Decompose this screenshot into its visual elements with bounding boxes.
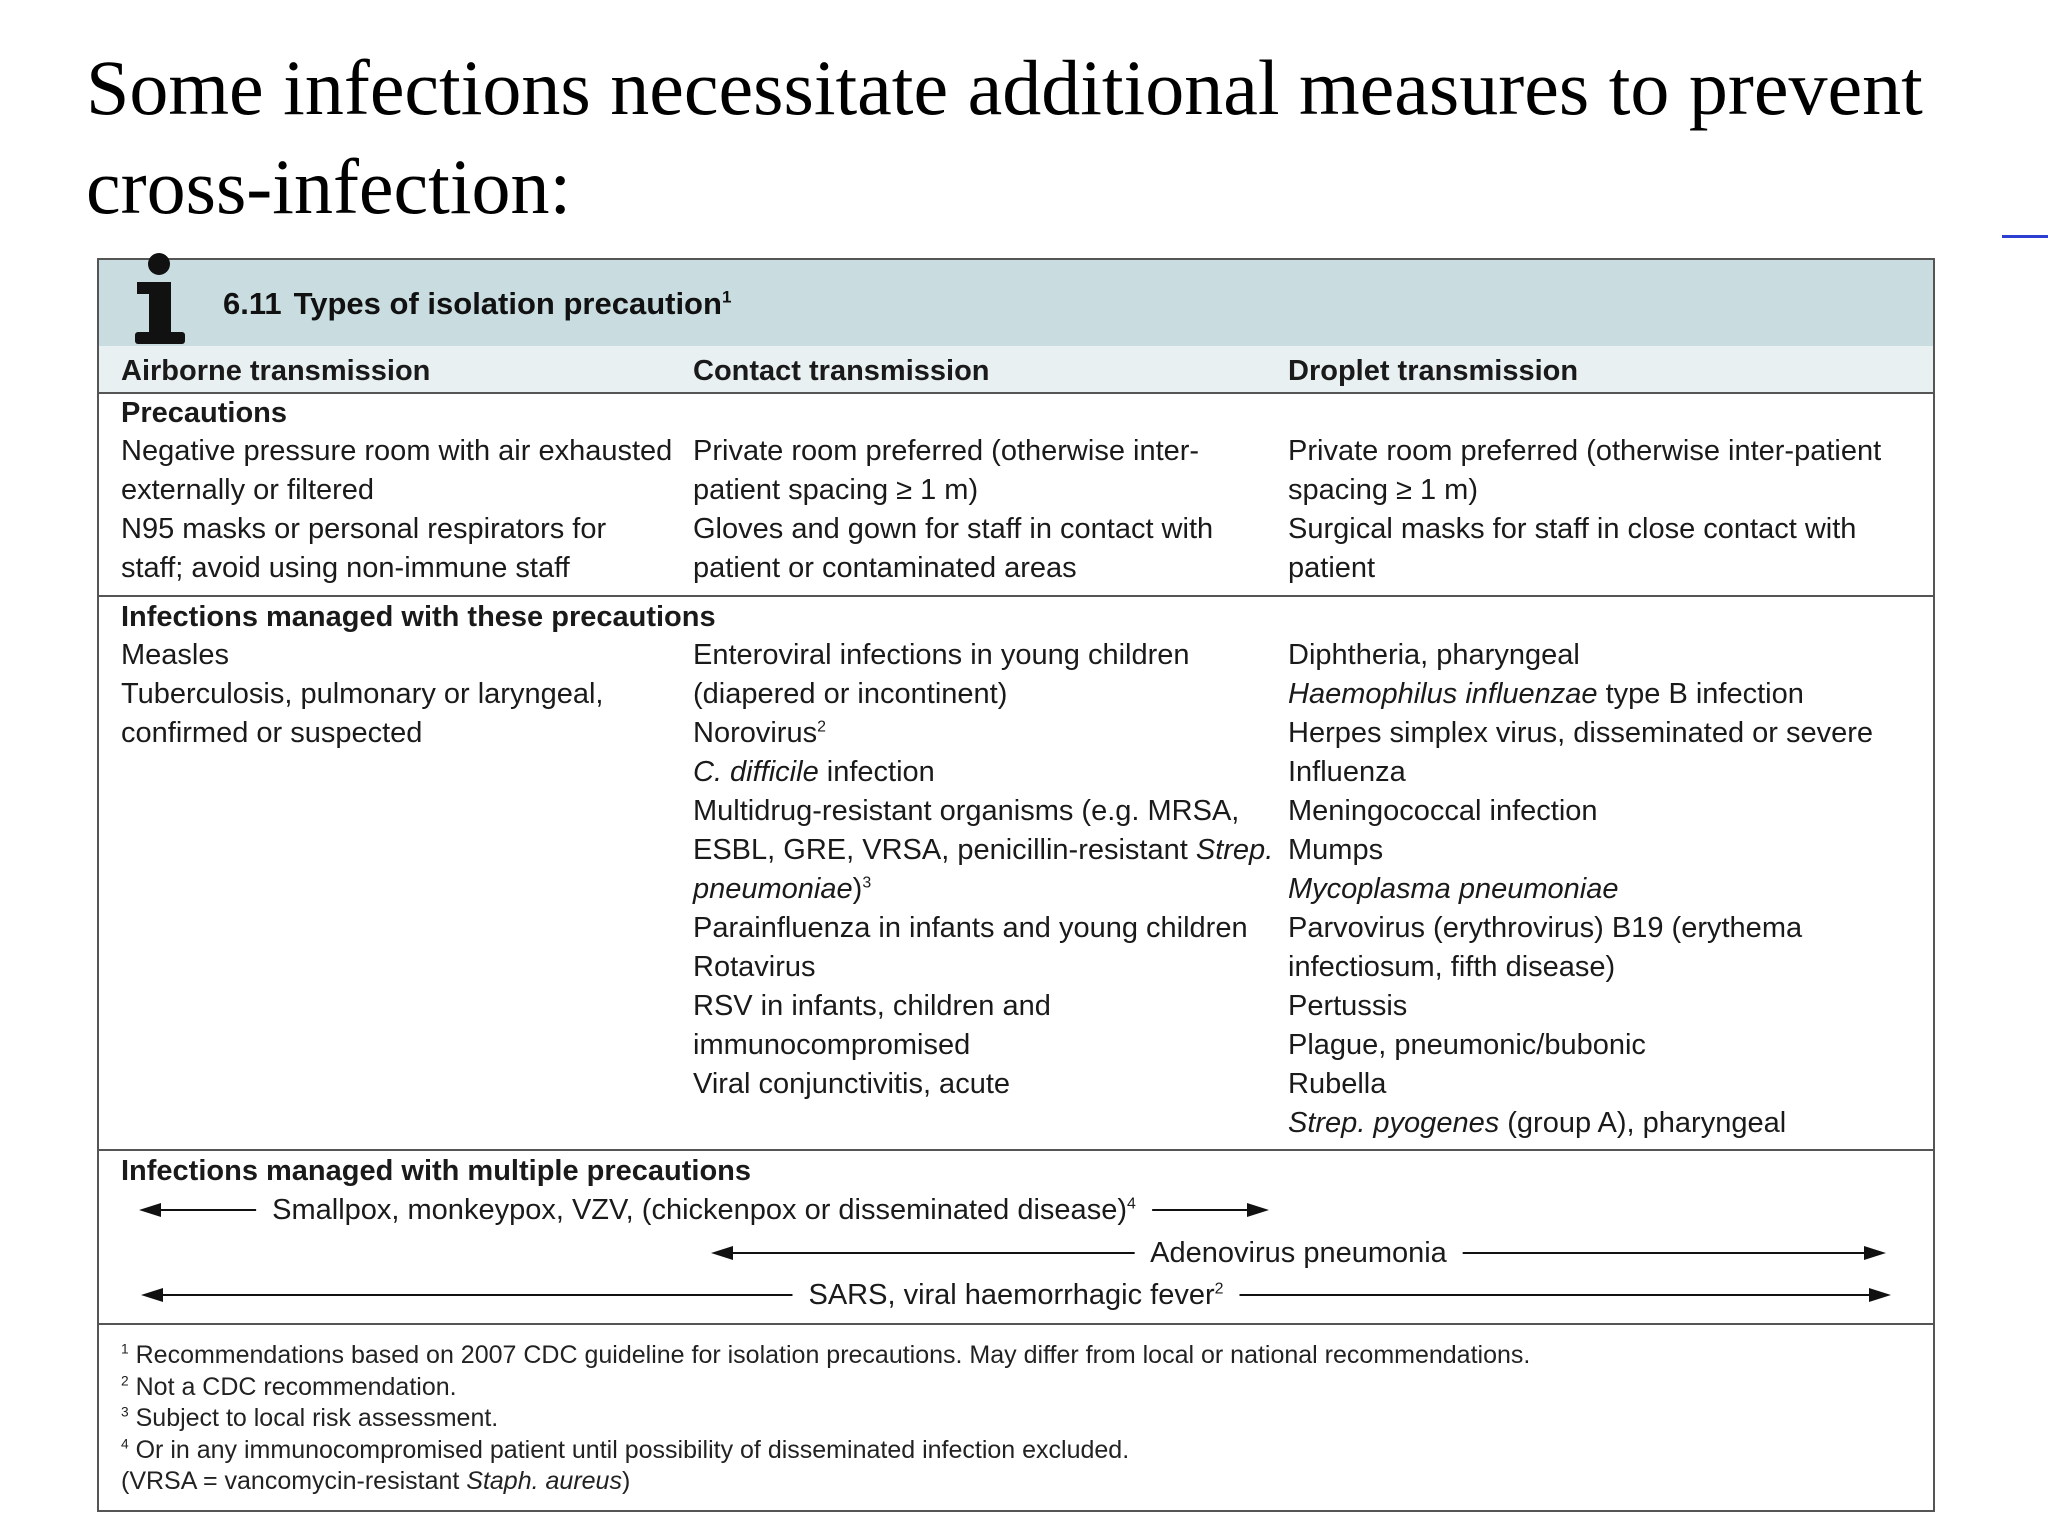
- slide-title: [86, 38, 1986, 236]
- text-line: [693, 831, 1273, 870]
- text-line: staff; avoid using non-immune staff: [121, 552, 570, 584]
- text-line: confirmed or suspected: [121, 717, 423, 749]
- footnote-mark: 4: [121, 1436, 129, 1452]
- footnote-text: Not a CDC recommendation.: [135, 1372, 457, 1401]
- text-line: N95 masks or personal respirators for: [121, 513, 607, 545]
- text-line: Measles: [121, 639, 229, 671]
- text-line: Influenza: [1288, 756, 1406, 788]
- organism-name: Strep. pyogenes: [1288, 1107, 1500, 1139]
- text-line: patient or contaminated areas: [693, 552, 1077, 584]
- text-run: ): [852, 873, 863, 905]
- text-run: Smallpox, monkeypox, VZV, (chickenpox or disseminated disease): [272, 1194, 1127, 1226]
- text-line: Herpes simplex virus, disseminated or severe: [1288, 717, 1874, 749]
- text-line: Rotavirus: [693, 951, 816, 983]
- text-line: patient: [1288, 552, 1376, 584]
- text-run: infection: [826, 756, 935, 788]
- text-line: Mycoplasma pneumoniae: [1288, 873, 1619, 905]
- multiple-row-label: [256, 1190, 1152, 1230]
- text-run: (group A), pharyngeal: [1507, 1107, 1787, 1139]
- footnotes: [121, 1340, 1530, 1498]
- text-line: (diapered or incontinent): [693, 678, 1008, 710]
- text-line: Tuberculosis, pulmonary or laryngeal,: [121, 678, 604, 710]
- section-divider: [99, 1323, 1933, 1325]
- info-icon: [129, 250, 199, 350]
- column-header-droplet: Droplet transmission: [1288, 355, 1579, 387]
- text-run: type B infection: [1605, 678, 1804, 710]
- footnote-text: Or in any immunocompromised patient until possibility of disseminated infection excluded.: [135, 1435, 1130, 1464]
- infections-contact: [693, 636, 1273, 1104]
- slide-title-line-1: Some infections necessitate additional measures to prevent: [86, 44, 1923, 131]
- text-line: [1288, 1104, 1873, 1143]
- infections-airborne: [121, 636, 603, 753]
- accent-mark: [2002, 235, 2048, 238]
- organism-name: C. difficile: [693, 756, 819, 788]
- precautions-airborne: [121, 432, 672, 588]
- abbreviation-note: [121, 1466, 1530, 1498]
- multiple-heading: Infections managed with multiple precautions: [121, 1155, 752, 1187]
- text-line: RSV in infants, children and: [693, 990, 1051, 1022]
- organism-name: Staph. aureus: [466, 1467, 622, 1495]
- infections-heading: Infections managed with these precautions: [121, 601, 716, 633]
- column-headers: [99, 346, 1933, 394]
- precautions-contact: [693, 432, 1213, 588]
- text-line: Pertussis: [1288, 990, 1408, 1022]
- text-line: Meningococcal infection: [1288, 795, 1598, 827]
- text-line: spacing ≥ 1 m): [1288, 474, 1478, 506]
- footnote-mark: 1: [121, 1341, 129, 1357]
- text-line: Private room preferred (otherwise inter-patient: [1288, 435, 1882, 467]
- text-line: [1288, 675, 1873, 714]
- text-run: Norovirus: [693, 717, 818, 749]
- text-line: externally or filtered: [121, 474, 375, 506]
- text-run: ESBL, GRE, VRSA, penicillin-resistant: [693, 834, 1188, 866]
- organism-name: Haemophilus influenzae: [1288, 678, 1598, 710]
- section-divider: [99, 1149, 1933, 1151]
- text-line: Rubella: [1288, 1068, 1387, 1100]
- text-line: Multidrug-resistant organisms (e.g. MRSA,: [693, 795, 1240, 827]
- slide-title-line-2: cross-infection:: [86, 143, 572, 230]
- text-line: Diphtheria, pharyngeal: [1288, 639, 1580, 671]
- infections-droplet: [1288, 636, 1873, 1143]
- multiple-row-adenovirus: [711, 1233, 1886, 1273]
- footnote-mark: 3: [121, 1404, 129, 1420]
- text-run: Adenovirus pneumonia: [1150, 1237, 1447, 1269]
- text-line: Mumps: [1288, 834, 1384, 866]
- precautions-droplet: [1288, 432, 1881, 588]
- text-run: SARS, viral haemorrhagic fever: [808, 1279, 1215, 1311]
- isolation-precautions-box: [97, 258, 1935, 1512]
- text-run: ): [621, 1467, 631, 1495]
- box-title: [223, 286, 731, 322]
- text-line: Private room preferred (otherwise inter-: [693, 435, 1200, 467]
- precautions-heading: Precautions: [121, 397, 287, 429]
- multiple-row-label: [1134, 1233, 1463, 1273]
- text-line: infectiosum, fifth disease): [1288, 951, 1616, 983]
- text-line: Plague, pneumonic/bubonic: [1288, 1029, 1646, 1061]
- box-header: [99, 260, 1933, 346]
- footnote-text: Recommendations based on 2007 CDC guideline for isolation precautions. May differ from local or national recommendations.: [135, 1341, 1531, 1369]
- text-line: Viral conjunctivitis, acute: [693, 1068, 1011, 1100]
- footnote-mark: 2: [121, 1373, 129, 1389]
- footnote-ref: 2: [817, 718, 826, 736]
- text-line: Surgical masks for staff in close contact with: [1288, 513, 1857, 545]
- footnote: [121, 1372, 1530, 1404]
- box-number: 6.11: [223, 286, 282, 321]
- footnote-ref: 4: [1126, 1195, 1136, 1213]
- box-title-text: Types of isolation precaution: [293, 286, 722, 321]
- footnote-text: Subject to local risk assessment.: [135, 1404, 499, 1432]
- text-line: Enteroviral infections in young children: [693, 639, 1190, 671]
- text-line: patient spacing ≥ 1 m): [693, 474, 979, 506]
- text-line: [693, 753, 1273, 792]
- box-title-footnote-ref: 1: [721, 287, 732, 307]
- text-line: Parvovirus (erythrovirus) B19 (erythema: [1288, 912, 1803, 944]
- column-header-airborne: Airborne transmission: [121, 355, 431, 387]
- footnote: [121, 1435, 1530, 1467]
- text-line: [693, 714, 1273, 753]
- organism-name: Strep.: [1195, 834, 1274, 866]
- footnote-ref: 3: [862, 874, 872, 892]
- footnote-ref: 2: [1214, 1280, 1224, 1298]
- text-run: (VRSA = vancomycin-resistant: [121, 1467, 460, 1495]
- multiple-row-label: [792, 1275, 1239, 1315]
- text-line: immunocompromised: [693, 1029, 971, 1061]
- organism-name: pneumoniae: [693, 873, 853, 905]
- column-header-contact: Contact transmission: [693, 355, 990, 387]
- multiple-row-smallpox: [139, 1190, 1269, 1230]
- text-line: Parainfluenza in infants and young children: [693, 912, 1248, 944]
- text-line: Negative pressure room with air exhausted: [121, 435, 673, 467]
- section-divider: [99, 595, 1933, 597]
- text-line: [693, 870, 1273, 909]
- text-line: Gloves and gown for staff in contact with: [693, 513, 1214, 545]
- multiple-row-sars: [141, 1275, 1891, 1315]
- footnote: [121, 1403, 1530, 1435]
- footnote: [121, 1340, 1530, 1372]
